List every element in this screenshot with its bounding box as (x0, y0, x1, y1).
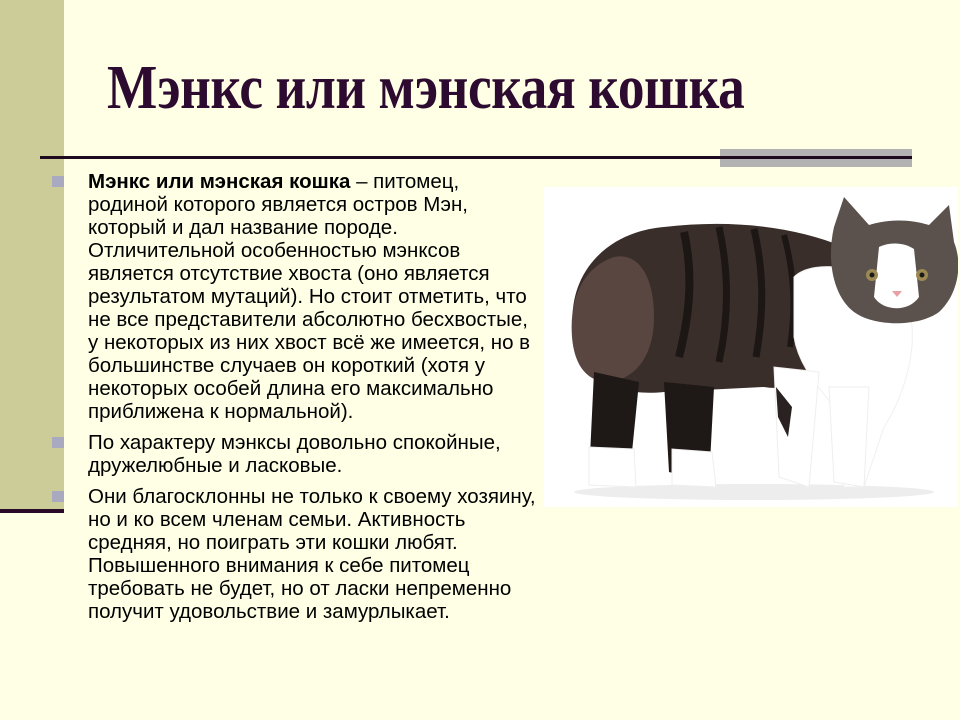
bullet-text: – питомец, родиной которого является остров Мэн, который и дал название породе. Отличительной особенностью мэнксов является отсутствие хвоста (оно является результатом мутаций). Но стоит отметить, что не все представители абсолютно бесхвостые, у некоторых из них хвост всё же имеется, но в большинстве случаев он короткий (хотя у некоторых особей длина его максимально приближена к нормальной). (88, 170, 531, 423)
bullet-item (52, 170, 542, 423)
square-bullet-icon (52, 437, 64, 448)
bullet-text: Они благосклонны не только к своему хозяину, но и ко всем членам семьи. Активность средняя, но поиграть эти кошки любят. Повышенного внимания к себе питомец требовать не будет, но от ласки непременно получит удовольствие и замурлыкает. (88, 485, 536, 623)
bullet-item (52, 485, 542, 623)
bullet-item (52, 431, 542, 477)
title-divider (40, 156, 912, 159)
square-bullet-icon (52, 176, 64, 187)
bullet-lead-text: Мэнкс или мэнская кошка (88, 170, 351, 193)
bullet-text: По характеру мэнксы довольно спокойные, дружелюбные и ласковые. (88, 431, 501, 477)
square-bullet-icon (52, 491, 64, 502)
bullet-list (52, 170, 542, 631)
cat-illustration-icon (544, 187, 958, 507)
slide-title: Мэнкс или мэнская кошка (107, 54, 745, 122)
manx-cat-photo (544, 187, 958, 507)
